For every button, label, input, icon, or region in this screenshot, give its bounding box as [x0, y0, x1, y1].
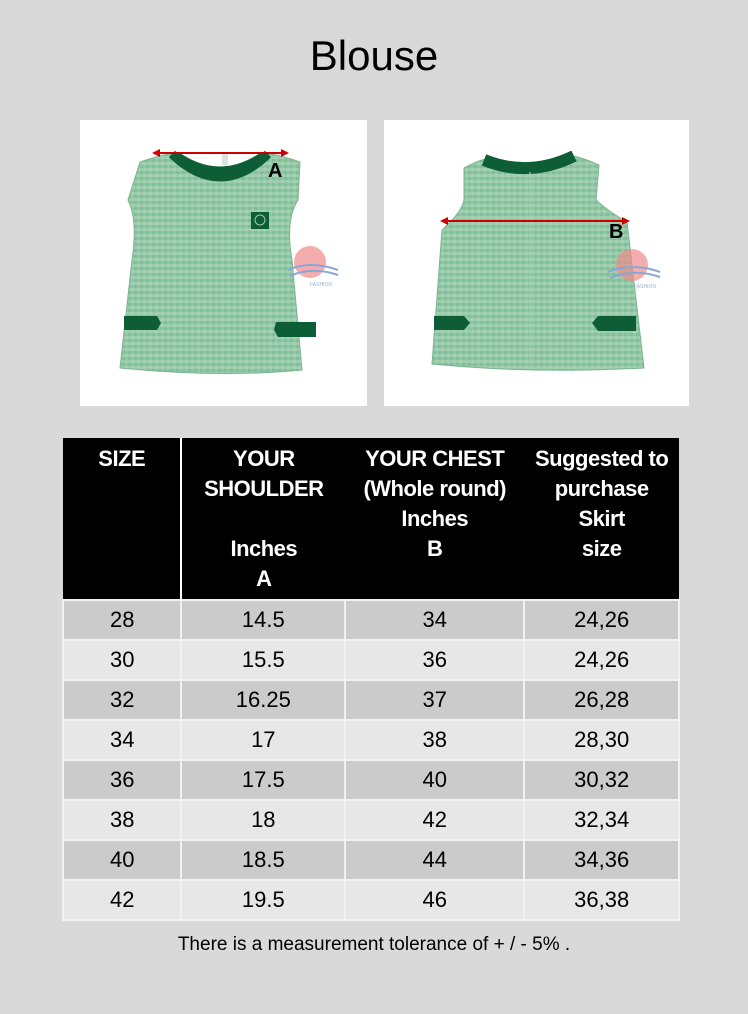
- cell-shoulder: 18.5: [181, 840, 345, 880]
- cell-skirt: 26,28: [524, 680, 679, 720]
- cell-chest: 34: [345, 600, 524, 640]
- label-b: B: [609, 221, 624, 243]
- svg-text:FASHION: FASHION: [634, 284, 656, 290]
- tolerance-note: There is a measurement tolerance of + / - 5% .: [177, 934, 571, 955]
- cell-size: 40: [63, 840, 181, 880]
- table-row: [63, 880, 679, 920]
- cell-shoulder: 15.5: [181, 640, 345, 680]
- blouse-front-image: [80, 120, 367, 406]
- cell-skirt: 36,38: [524, 880, 679, 920]
- cell-skirt: 28,30: [524, 720, 679, 760]
- cell-shoulder: 16.25: [181, 680, 345, 720]
- table-row: [63, 720, 679, 760]
- cell-skirt: 24,26: [524, 600, 679, 640]
- label-a: A: [268, 160, 283, 182]
- cell-skirt: 24,26: [524, 640, 679, 680]
- header-chest: YOUR CHEST (Whole round) Inches B: [345, 438, 524, 600]
- header-skirt-size: Suggested to purchase Skirt size: [524, 438, 679, 600]
- header-size: SIZE: [63, 438, 181, 600]
- cell-chest: 44: [345, 840, 524, 880]
- blouse-back-image: [384, 120, 689, 406]
- blouse-back-illustration: [384, 120, 689, 406]
- cell-size: 38: [63, 800, 181, 840]
- cell-skirt: 32,34: [524, 800, 679, 840]
- cell-chest: 46: [345, 880, 524, 920]
- table-row: [63, 680, 679, 720]
- page-title: Blouse: [309, 32, 439, 79]
- table-row: [63, 760, 679, 800]
- cell-shoulder: 17: [181, 720, 345, 760]
- cell-size: 36: [63, 760, 181, 800]
- cell-shoulder: 14.5: [181, 600, 345, 640]
- cell-shoulder: 19.5: [181, 880, 345, 920]
- table-row: [63, 800, 679, 840]
- cell-size: 34: [63, 720, 181, 760]
- cell-size: 28: [63, 600, 181, 640]
- cell-chest: 38: [345, 720, 524, 760]
- cell-size: 30: [63, 640, 181, 680]
- cell-size: 32: [63, 680, 181, 720]
- header-shoulder: YOUR SHOULDER Inches A: [181, 438, 345, 600]
- table-row: [63, 600, 679, 640]
- cell-chest: 42: [345, 800, 524, 840]
- svg-text:FASHION: FASHION: [310, 282, 332, 288]
- cell-skirt: 30,32: [524, 760, 679, 800]
- table-row: [63, 840, 679, 880]
- cell-size: 42: [63, 880, 181, 920]
- table-header-row: [63, 438, 679, 600]
- blouse-front-illustration: [80, 120, 367, 406]
- cell-chest: 40: [345, 760, 524, 800]
- cell-shoulder: 18: [181, 800, 345, 840]
- cell-chest: 37: [345, 680, 524, 720]
- cell-chest: 36: [345, 640, 524, 680]
- table-row: [63, 640, 679, 680]
- cell-shoulder: 17.5: [181, 760, 345, 800]
- size-chart-table: [62, 438, 680, 921]
- cell-skirt: 34,36: [524, 840, 679, 880]
